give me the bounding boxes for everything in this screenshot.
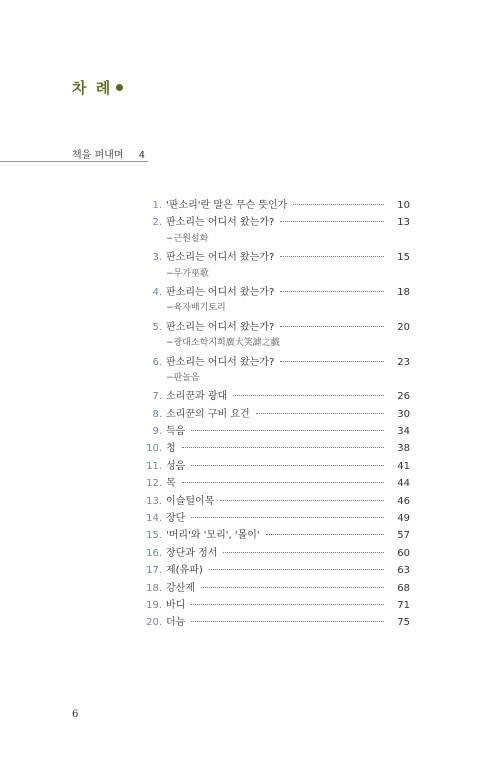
toc-entry-label: '머리'와 '모리', '몰이' [166,530,260,542]
toc-entry[interactable] [140,580,410,597]
dot-leader [201,587,384,588]
toc-entry-number: 6. [152,356,162,368]
toc-entry-label: 강산제 [166,582,195,594]
toc-entry-row [140,354,410,371]
dot-leader [191,604,384,605]
dot-leader [182,447,384,448]
toc-entry-label: 이슬털이목 [166,495,215,507]
bullet-dot-icon [116,84,123,91]
toc-entry-number: 7. [152,391,162,403]
dot-leader [191,465,384,466]
toc-entry[interactable] [140,562,410,579]
toc-entry-row [140,406,410,423]
toc-entry[interactable] [140,354,410,389]
toc-entry-label: 판소리는 어디서 왔는가? [166,321,275,333]
toc-entry-row [140,475,410,492]
toc-list [140,197,410,632]
toc-entry-page: 30 [397,408,410,420]
dot-leader [220,500,384,501]
toc-entry-number: 10. [146,443,162,455]
toc-entry[interactable] [140,249,410,284]
toc-entry-number: 16. [146,547,162,559]
toc-entry-number: 19. [146,599,162,611]
toc-entry-row [140,249,410,266]
toc-entry-row [140,562,410,579]
toc-entry-number: 2. [152,217,162,229]
toc-entry-row [140,510,410,527]
toc-entry-number: 15. [146,530,162,542]
toc-entry-row [140,493,410,510]
toc-entry-page: 71 [397,599,410,611]
toc-entry-number: 5. [152,321,162,333]
toc-entry-number: 4. [152,286,162,298]
toc-entry-page: 49 [397,513,410,525]
toc-entry[interactable] [140,440,410,457]
toc-entry-page: 10 [397,200,410,211]
toc-entry-label: 판소리는 어디서 왔는가? [166,252,275,264]
toc-entry-page: 75 [397,617,410,629]
toc-entry-page: 15 [397,252,410,264]
toc-entry-page: 23 [397,356,410,368]
toc-entry-label: '판소리'란 말은 무슨 뜻인가 [166,200,288,211]
toc-entry-page: 13 [397,217,410,229]
dot-leader [280,256,384,257]
toc-entry[interactable] [140,510,410,527]
dot-leader [191,517,384,518]
toc-entry-label: 소리꾼의 구비 요건 [166,408,250,420]
toc-entry[interactable] [140,406,410,423]
toc-entry-row [140,197,410,214]
toc-entry-page: 20 [397,321,410,333]
toc-entry-page: 18 [397,286,410,298]
toc-entry-number: 14. [146,513,162,525]
dot-leader [209,569,384,570]
toc-entry-number: 13. [146,495,162,507]
toc-entry-row [140,440,410,457]
toc-entry-row [140,319,410,336]
toc-entry-subtitle: −육자배기토리 [166,303,226,314]
toc-entry[interactable] [140,458,410,475]
toc-entry-label: 목 [166,478,176,490]
dot-leader [266,534,384,535]
toc-entry-page: 38 [397,443,410,455]
toc-entry[interactable] [140,614,410,631]
toc-entry[interactable] [140,545,410,562]
toc-entry[interactable] [140,475,410,492]
divider [0,161,148,162]
toc-entry-row [140,423,410,440]
toc-entry[interactable] [140,527,410,544]
toc-entry-row [140,527,410,544]
toc-entry-label: 득음 [166,426,186,438]
toc-entry-page: 34 [397,426,410,438]
toc-entry-row [140,545,410,562]
toc-entry-number: 8. [152,408,162,420]
dot-leader [182,482,384,483]
toc-entry-row [140,597,410,614]
toc-title: 차 례 [72,79,113,97]
toc-entry-label: 더늠 [166,617,186,629]
toc-entry-page: 41 [397,460,410,472]
toc-entry-subtitle: −무가巫歌 [166,268,209,279]
dot-leader [280,326,384,327]
preface-entry[interactable] [72,146,145,161]
toc-entry-row [140,458,410,475]
toc-entry-page: 63 [397,565,410,577]
toc-entry-page: 57 [397,530,410,542]
toc-entry-label: 제(유파) [166,565,203,577]
toc-entry-number: 1. [152,200,162,211]
toc-entry-number: 18. [146,582,162,594]
toc-entry[interactable] [140,214,410,249]
toc-entry-label: 성음 [166,460,186,472]
toc-entry-label: 판소리는 어디서 왔는가? [166,356,275,368]
preface-label: 책을 펴내며 [72,150,124,161]
toc-entry-label: 판소리는 어디서 왔는가? [166,286,275,298]
dot-leader [280,361,384,362]
toc-heading [72,77,123,98]
toc-entry-label: 소리꾼과 광대 [166,391,228,403]
toc-entry-row [140,214,410,231]
dot-leader [191,621,384,622]
toc-entry-number: 9. [152,426,162,438]
toc-entry-label: 장단 [166,513,186,525]
toc-entry[interactable] [140,388,410,405]
toc-entry-label: 청 [166,443,176,455]
toc-entry[interactable] [140,284,410,319]
toc-entry-row [140,580,410,597]
toc-entry[interactable] [140,197,410,214]
toc-entry-page: 60 [397,547,410,559]
toc-entry[interactable] [140,319,410,354]
toc-entry-row [140,388,410,405]
toc-entry-row [140,614,410,631]
dot-leader [280,221,384,222]
toc-entry-subtitle: −판놀음 [166,372,200,383]
toc-entry-number: 3. [152,252,162,264]
page-number: 6 [72,709,79,720]
toc-entry-label: 장단과 정서 [166,547,218,559]
preface-page: 4 [138,150,146,161]
dot-leader [293,204,384,205]
toc-entry-page: 46 [397,495,410,507]
toc-entry[interactable] [140,493,410,510]
dot-leader [280,291,384,292]
toc-entry-subtitle: −광대소학지희廣大笑謔之戱 [166,338,280,349]
toc-entry-number: 20. [146,617,162,629]
toc-entry-label: 판소리는 어디서 왔는가? [166,217,275,229]
dot-leader [191,430,384,431]
toc-entry-page: 26 [397,391,410,403]
dot-leader [256,413,384,414]
toc-entry[interactable] [140,597,410,614]
dot-leader [233,395,384,396]
toc-entry-number: 17. [146,565,162,577]
toc-entry[interactable] [140,423,410,440]
toc-entry-number: 12. [146,478,162,490]
toc-entry-number: 11. [146,460,162,472]
toc-entry-page: 68 [397,582,410,594]
dot-leader [223,552,384,553]
toc-entry-page: 44 [397,478,410,490]
toc-entry-row [140,284,410,301]
toc-entry-subtitle: −근원설화 [166,233,209,244]
toc-entry-label: 바디 [166,599,186,611]
